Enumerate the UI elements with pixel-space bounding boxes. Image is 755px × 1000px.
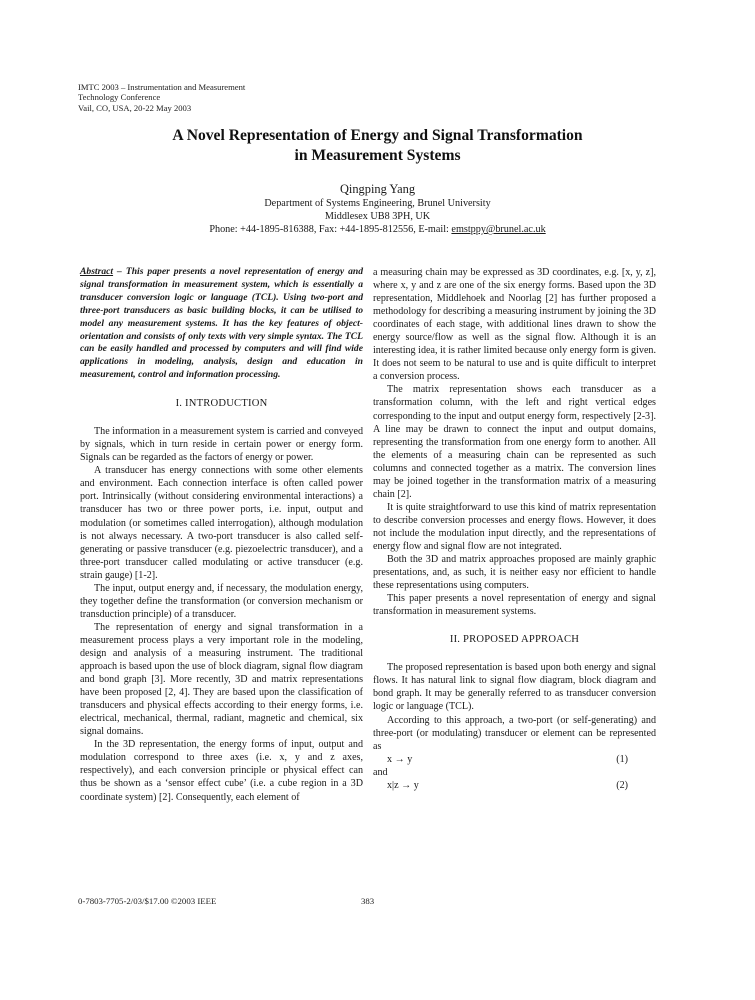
right-column bbox=[373, 266, 656, 792]
equation-1 bbox=[373, 753, 656, 766]
section-heading-introduction: I. INTRODUCTION bbox=[175, 398, 268, 410]
equation-number: (1) bbox=[616, 753, 628, 765]
equation-2 bbox=[373, 779, 656, 792]
abstract-label: Abstract bbox=[80, 266, 114, 277]
page-number: 383 bbox=[361, 896, 375, 906]
section-heading-proposed-approach: II. PROPOSED APPROACH bbox=[449, 634, 580, 646]
author-block bbox=[100, 181, 655, 236]
paragraph: Both the 3D and matrix approaches proposed are mainly graphic presentations, and, as such, it is neither easy nor efficient to handle these representations using computers. bbox=[373, 554, 656, 592]
equation-number: (2) bbox=[616, 779, 628, 791]
title-line-1: A Novel Representation of Energy and Signal Transformation bbox=[172, 127, 583, 144]
conference-line: Technology Conference bbox=[78, 92, 161, 103]
author-contact bbox=[100, 223, 655, 236]
conference-info bbox=[78, 82, 245, 113]
left-column bbox=[80, 266, 363, 804]
paragraph: A transducer has energy connections with some other elements and environment. Each connection interface is often called power port. Intrinsically (without considering environmental interactions) a transducer has two or three power ports, i.e. input, output and modulation (or sometimes called interrogation), although modulation is not always necessary. A two-port transducer is also called self-generating or passive transducer (e.g. piezoelectric transducer), and a three-port transducer called modulating or active transducer (e.g. strain gauge) [1-2]. bbox=[80, 465, 363, 581]
paragraph: This paper presents a novel representation of energy and signal transformation in measurement systems. bbox=[373, 593, 656, 618]
paragraph: The input, output energy and, if necessary, the modulation energy, they together define the transformation (or conversion mechanism or transduction principle) of a transducer. bbox=[80, 582, 363, 620]
author-department: Department of Systems Engineering, Brunel University bbox=[264, 198, 491, 209]
paragraph: According to this approach, a two-port (or self-generating) and three-port (or modulating) transducer or element can be represented as bbox=[373, 714, 656, 752]
paragraph: In the 3D representation, the energy forms of input, output and modulation correspond to three axes (i.e. x, y and z axes, respectively), and each conversion principle or physical effect can thus be shown as a ‘sensor effect cube’ (i.e. a cube region in a 3D coordinate system) [2]. Consequently, each element of bbox=[80, 739, 363, 803]
equation-connector: and bbox=[373, 766, 388, 778]
author-address: Middlesex UB8 3PH, UK bbox=[324, 211, 431, 222]
contact-phone-fax: Phone: +44-1895-816388, Fax: +44-1895-812556, E-mail: bbox=[209, 224, 452, 235]
author-email-link[interactable]: emstppy@brunel.ac.uk bbox=[451, 224, 546, 235]
abstract bbox=[80, 266, 363, 382]
paragraph: It is quite straightforward to use this kind of matrix representation to describe conversion processes and energy flows. However, it does not include the modulation input directly, and the representations of energy flow and signal flow are not integrated. bbox=[373, 501, 656, 552]
conference-line: IMTC 2003 – Instrumentation and Measurement bbox=[78, 82, 246, 92]
conference-line: Vail, CO, USA, 20-22 May 2003 bbox=[78, 102, 192, 113]
author-name: Qingping Yang bbox=[339, 182, 416, 196]
paragraph: The information in a measurement system is carried and conveyed by signals, which in turn reside in certain power or energy form. Signals can be regarded as the factors of energy or power. bbox=[80, 426, 363, 464]
abstract-text: – This paper presents a novel representation of energy and signal transformation in measurement system, which is essentially a transducer conversion logic or language (TCL). Using two-port and three-port transducers as basic building blocks, it can be utilised to model any measurement systems. It has the key features of object-orientation and consists of only texts with very simple syntax. The TCL can be easily handled and processed by computers and will find wide applications in modeling, analysis, design and education in measurement, control and information processing. bbox=[80, 266, 363, 381]
paragraph-continued: a measuring chain may be expressed as 3D coordinates, e.g. [x, y, z], where x, y and z are one of the six energy forms. Based upon the 3D representation, Middlehoek and Noorlag [2] has further proposed a methodology for describing a measuring instrument by joining the 3D coordinates of each stage, with additional lines drawn to show the energy source/flow as well as the signal flow. Although it is an interesting idea, it is rather limited because only energy form is given. It does not seem to be natural to use and is quite difficult to interpret a conversion process. bbox=[373, 267, 656, 383]
paragraph: The proposed representation is based upon both energy and signal flows. It has natural link to signal flow diagram, block diagram and bond graph. It may be generally referred to as transducer conversion logic or language (TCL). bbox=[373, 662, 656, 713]
paragraph: The representation of energy and signal transformation in a measurement process plays a very important role in the modeling, design and analysis of a measuring instrument. The traditional approach is based upon the use of block diagram, signal flow diagram and bond graph [3]. More recently, 3D and matrix representations have been proposed [2, 4]. They are based upon the classification of transducers and physical effects according to their energy forms, i.e. electrical, mechanical, thermal, radiant, magnetic and chemical, six signal domains. bbox=[80, 621, 363, 738]
copyright-isbn: 0-7803-7705-2/03/$17.00 ©2003 IEEE bbox=[78, 896, 217, 906]
title-line-2: in Measurement Systems bbox=[294, 147, 461, 164]
paper-title bbox=[100, 126, 655, 166]
equation-expression: x → y bbox=[387, 753, 413, 765]
equation-expression: x|z → y bbox=[387, 779, 419, 791]
paragraph: The matrix representation shows each transducer as a transformation column, with the left and right vertical edges corresponding to the input and output energy form, respectively [2-3]. A line may be drawn to connect the input and output domains, representing the transformation from one energy form to another. All the elements of a measuring chain can be represented as such columns and connected together as a matrix. The conversion lines may be joined together in the transformation matrix of a measuring chain [2]. bbox=[373, 384, 656, 500]
